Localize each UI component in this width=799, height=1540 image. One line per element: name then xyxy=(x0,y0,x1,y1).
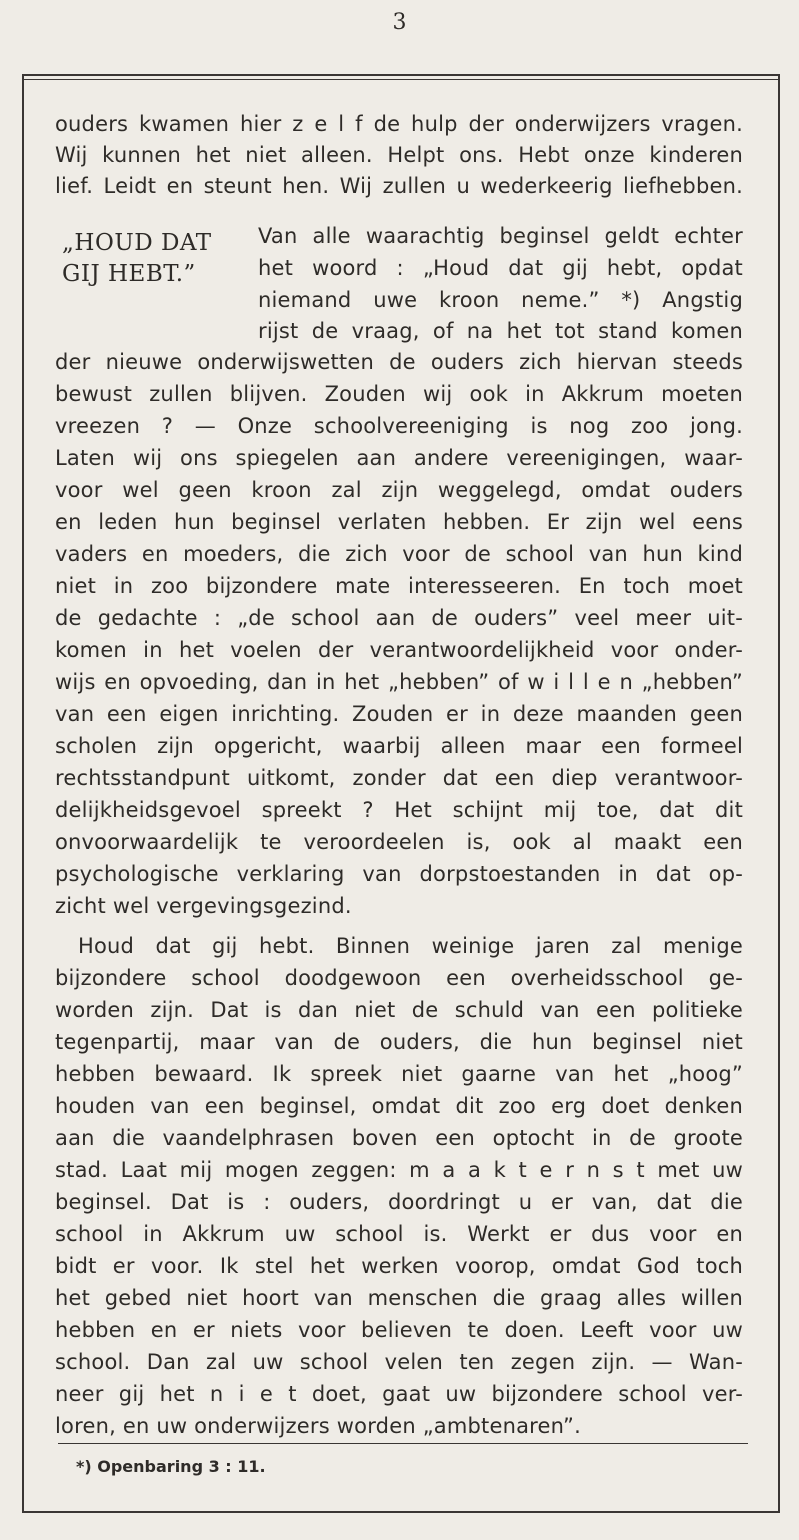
text-line: niemand uwe kroon neme.” *) Angstig xyxy=(258,288,743,312)
text-line: aan die vaandelphrasen boven een optocht in de groote xyxy=(55,1126,743,1150)
text-line: delijkheidsgevoel spreekt ? Het schijnt mij toe, dat dit xyxy=(55,798,743,822)
text-line: onvoorwaardelijk te veroordeelen is, ook al maakt een xyxy=(55,830,743,854)
text-line: hebben bewaard. Ik spreek niet gaarne van het „hoog” xyxy=(55,1062,743,1086)
text-line: rijst de vraag, of na het tot stand komen xyxy=(258,319,743,343)
text-line: komen in het voelen der verantwoordelijkheid voor onder- xyxy=(55,638,743,662)
text-line: en leden hun beginsel verlaten hebben. Er zijn wel eens xyxy=(55,510,743,534)
text-line: beginsel. Dat is : ouders, doordringt u er van, dat die xyxy=(55,1190,743,1214)
text-line: school. Dan zal uw school velen ten zegen zijn. — Wan- xyxy=(55,1350,743,1374)
text-line: bewust zullen blijven. Zouden wij ook in Akkrum moeten xyxy=(55,382,743,406)
text-line: psychologische verklaring van dorpstoestanden in dat op- xyxy=(55,862,743,886)
text-line: school in Akkrum uw school is. Werkt er dus voor en xyxy=(55,1222,743,1246)
text-line: tegenpartij, maar van de ouders, die hun beginsel niet xyxy=(55,1030,743,1054)
text-line: loren, en uw onderwijzers worden „ambtenaren”. xyxy=(55,1414,581,1438)
footnote: *) Openbaring 3 : 11. xyxy=(76,1457,266,1476)
text-line: het woord : „Houd dat gij hebt, opdat xyxy=(258,256,743,280)
text-line: lief. Leidt en steunt hen. Wij zullen u wederkeerig liefhebben. xyxy=(55,174,743,198)
frame-left-rule xyxy=(22,74,24,1513)
text-line: zicht wel vergevingsgezind. xyxy=(55,894,352,918)
frame-top-rule xyxy=(22,74,780,76)
text-line: scholen zijn opgericht, waarbij alleen maar een formeel xyxy=(55,734,743,758)
side-heading-line-2: GIJ HEBT.” xyxy=(62,261,196,287)
text-line: houden van een beginsel, omdat dit zoo erg doet denken xyxy=(55,1094,743,1118)
text-line: Laten wij ons spiegelen aan andere vereenigingen, waar- xyxy=(55,446,743,470)
footnote-separator xyxy=(58,1443,748,1444)
page-number: 3 xyxy=(392,10,407,35)
text-line: bijzondere school doodgewoon een overheidsschool ge- xyxy=(55,966,743,990)
text-line: de gedachte : „de school aan de ouders” veel meer uit- xyxy=(55,606,743,630)
text-line: worden zijn. Dat is dan niet de schuld van een politieke xyxy=(55,998,743,1022)
frame-right-rule xyxy=(778,74,780,1513)
text-line: hebben en er niets voor believen te doen. Leeft voor uw xyxy=(55,1318,743,1342)
side-heading-line-1: „HOUD DAT xyxy=(62,230,212,256)
frame-top-rule-inner xyxy=(22,79,780,80)
text-line: rechtsstandpunt uitkomt, zonder dat een diep verantwoor- xyxy=(55,766,743,790)
text-line: neer gij het n i e t doet, gaat uw bijzondere school ver- xyxy=(55,1382,743,1406)
text-line: van een eigen inrichting. Zouden er in deze maanden geen xyxy=(55,702,743,726)
text-line: wijs en opvoeding, dan in het „hebben” of w i l l e n „hebben” xyxy=(55,670,743,694)
text-line: het gebed niet hoort van menschen die graag alles willen xyxy=(55,1286,743,1310)
text-line: der nieuwe onderwijswetten de ouders zich hiervan steeds xyxy=(55,350,743,374)
text-line: stad. Laat mij mogen zeggen: m a a k t e r n s t met uw xyxy=(55,1158,743,1182)
text-line: ouders kwamen hier z e l f de hulp der onderwijzers vragen. xyxy=(55,112,743,136)
text-line: niet in zoo bijzondere mate interesseeren. En toch moet xyxy=(55,574,743,598)
text-line: Van alle waarachtig beginsel geldt echter xyxy=(258,224,743,248)
text-line: bidt er voor. Ik stel het werken voorop, omdat God toch xyxy=(55,1254,743,1278)
text-line: vaders en moeders, die zich voor de school van hun kind xyxy=(55,542,743,566)
text-line: voor wel geen kroon zal zijn weggelegd, omdat ouders xyxy=(55,478,743,502)
frame-bottom-rule xyxy=(22,1511,780,1513)
text-line: Wij kunnen het niet alleen. Helpt ons. Hebt onze kinderen xyxy=(55,143,743,167)
text-line: vreezen ? — Onze schoolvereeniging is nog zoo jong. xyxy=(55,414,743,438)
text-line: Houd dat gij hebt. Binnen weinige jaren zal menige xyxy=(78,934,743,958)
